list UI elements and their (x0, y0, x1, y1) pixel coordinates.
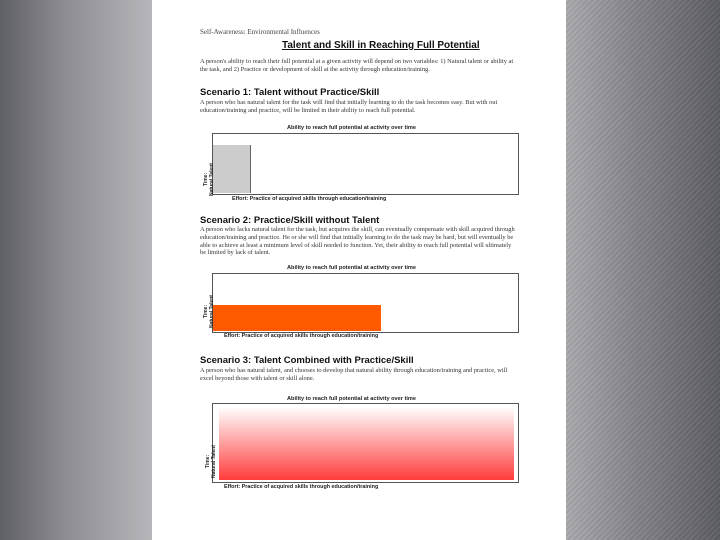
scenario-2-skill-bar (213, 305, 381, 331)
slide-background-left (0, 0, 152, 540)
scenario-2-y-axis-label: Time: Natural Talent (203, 295, 215, 328)
scenario-1-talent-bar (213, 145, 251, 193)
scenario-2-heading: Scenario 2: Practice/Skill without Talent (200, 215, 380, 226)
scenario-1-x-axis-label: Effort: Practice of acquired skills through education/training (232, 196, 387, 202)
intro-paragraph: A person's ability to reach their full potential at a given activity will depend on two variables: 1) Natural talent or ability at the task, and 2) Practice or development of skill at the activity through education/training. (200, 58, 514, 73)
document-header: Self-Awareness: Environmental Influences (200, 28, 320, 36)
scenario-1-text: A person who has natural talent for the task will find that initially learning to do the task becomes easy. But with out education/training and practice, will be limited in their ability to reach full potential. (200, 99, 498, 114)
scenario-3-heading: Scenario 3: Talent Combined with Practice/Skill (200, 355, 414, 366)
scenario-2-text: A person who lacks natural talent for the task, but acquires the skill, can eventually compensate with skill acquired through education/training and practice. He or she will find that initially learning to do the task may be hard, but will eventually be able to achieve at least a minimum level of skill needed to function. Yet, their ability to reach full potential will ultimately be limited by lack of talent. (200, 226, 515, 257)
scenario-1-heading: Scenario 1: Talent without Practice/Skill (200, 87, 380, 98)
document-page (152, 0, 566, 540)
scenario-3-y-axis-label: Time: Natural Talent (205, 445, 217, 478)
scenario-3-text: A person who has natural talent, and chooses to develop that natural ability through education/training and practice, will excel beyond those with talent or skill alone. (200, 367, 508, 382)
scenario-2-x-axis-label: Effort: Practice of acquired skills through education/training (224, 333, 379, 339)
scenario-1-chart-title: Ability to reach full potential at activity over time (287, 125, 416, 131)
scenario-1-y-axis-label: Time: Natural Talent (203, 163, 215, 196)
document-title: Talent and Skill in Reaching Full Potential (282, 40, 480, 51)
scenario-3-chart-title: Ability to reach full potential at activity over time (287, 396, 416, 402)
scenario-3-combined-area (219, 407, 514, 480)
slide-background-right (566, 0, 720, 540)
scenario-2-chart-title: Ability to reach full potential at activity over time (287, 265, 416, 271)
scenario-2-chart (212, 273, 519, 333)
scenario-3-chart (212, 403, 519, 483)
scenario-3-x-axis-label: Effort: Practice of acquired skills through education/training (224, 484, 379, 490)
scenario-1-chart (212, 133, 519, 195)
